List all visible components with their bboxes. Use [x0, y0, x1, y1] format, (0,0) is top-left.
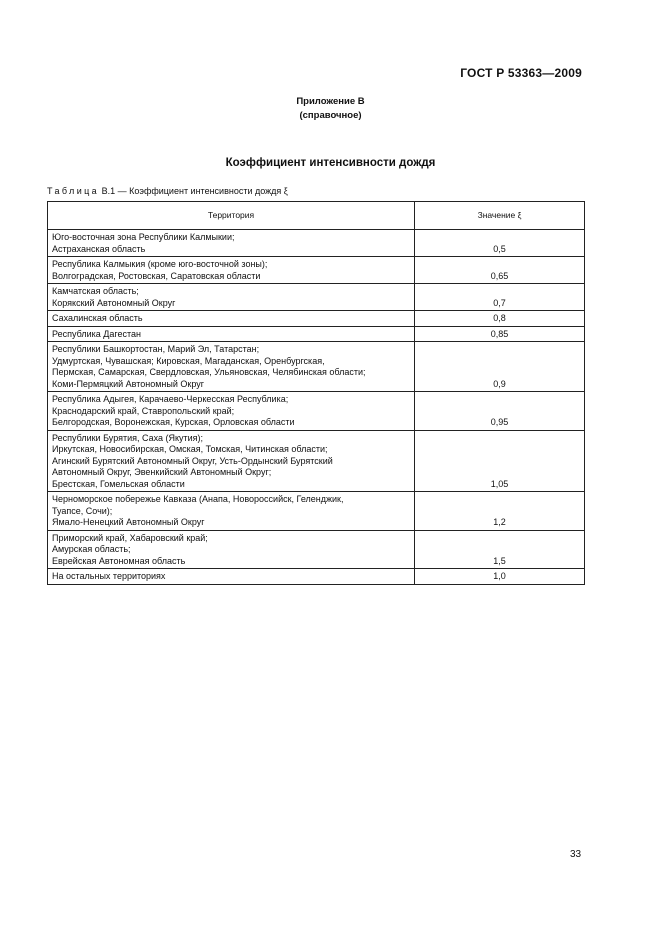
territory-line: Корякский Автономный Округ [52, 297, 176, 308]
territory-line: Волгоградская, Ростовская, Саратовская области [52, 270, 261, 281]
table-body [48, 230, 585, 585]
territory-line: Астраханская область [52, 243, 146, 254]
territory-cell [48, 257, 415, 284]
value-cell: 1,05 [415, 430, 585, 492]
territory-line: Автономный Округ, Эвенкийский Автономный Округ; [52, 467, 272, 477]
value-cell: 0,9 [415, 342, 585, 392]
appendix-label: Приложение В [296, 96, 365, 107]
territory-cell [48, 284, 415, 311]
value-cell: 0,8 [415, 311, 585, 327]
territory-line: Ямало-Ненецкий Автономный Округ [52, 517, 205, 527]
territory-line: Юго-восточная зона Республики Калмыкии; [52, 232, 235, 242]
table-row [48, 311, 585, 327]
territory-cell [48, 492, 415, 531]
territory-line: Республика Дагестан [52, 328, 141, 339]
table-row [48, 326, 585, 342]
table-row [48, 342, 585, 392]
value-cell: 0,85 [415, 326, 585, 342]
table-row [48, 530, 585, 569]
territory-line: Приморский край, Хабаровский край; [52, 532, 208, 543]
territory-line: Коми-Пермяцкий Автономный Округ [52, 378, 205, 389]
territory-cell [48, 392, 415, 431]
territory-cell [48, 569, 415, 585]
table-caption [47, 186, 288, 196]
table-row [48, 284, 585, 311]
table-caption-prefix: Таблица [47, 186, 100, 196]
value-cell: 1,5 [415, 530, 585, 569]
table-row [48, 430, 585, 492]
value-cell: 1,0 [415, 569, 585, 585]
table-row [48, 230, 585, 257]
header-territory: Территория [48, 202, 415, 230]
coefficient-table [47, 201, 585, 585]
territory-cell [48, 230, 415, 257]
appendix-type: (справочное) [299, 110, 362, 121]
territory-line: Пермская, Самарская, Свердловская, Ульяновская, Челябинская области; [52, 367, 366, 377]
value-cell: 0,65 [415, 257, 585, 284]
table-row [48, 257, 585, 284]
territory-line: Республики Башкортостан, Марий Эл, Татарстан; [52, 344, 260, 354]
header-value: Значение ξ [415, 202, 585, 230]
territory-line: Удмуртская, Чувашская; Кировская, Магаданская, Оренбургская, [52, 355, 325, 366]
territory-line: Белгородская, Воронежская, Курская, Орловская области [52, 417, 295, 427]
territory-cell [48, 342, 415, 392]
territory-line: Сахалинская область [52, 313, 143, 323]
territory-cell [48, 430, 415, 492]
table-header-row [48, 202, 585, 230]
territory-line: Республика Адыгея, Карачаево-Черкесская Республика; [52, 394, 289, 404]
territory-cell [48, 530, 415, 569]
territory-line: Черноморское побережье Кавказа (Анапа, Новороссийск, Геленджик, [52, 494, 344, 504]
territory-line: На остальных территориях [52, 571, 166, 581]
value-cell: 0,7 [415, 284, 585, 311]
value-cell: 1,2 [415, 492, 585, 531]
territory-line: Республика Калмыкия (кроме юго-восточной зоны); [52, 259, 268, 269]
territory-line: Туапсе, Сочи); [52, 505, 113, 516]
standard-number: ГОСТ Р 53363—2009 [460, 66, 582, 80]
territory-line: Агинский Бурятский Автономный Округ, Усть-Ордынский Бурятский [52, 455, 333, 466]
section-title: Коэффициент интенсивности дождя [225, 157, 436, 169]
territory-line: Брестская, Гомельская области [52, 478, 185, 489]
appendix-heading [0, 95, 661, 123]
territory-line: Краснодарский край, Ставропольский край; [52, 405, 235, 416]
territory-line: Еврейская Автономная область [52, 555, 186, 566]
table-caption-text: В.1 — Коэффициент интенсивности дождя ξ [99, 186, 288, 196]
page-number: 33 [570, 849, 582, 860]
territory-line: Иркутская, Новосибирская, Омская, Томская, Читинская области; [52, 444, 328, 454]
territory-line: Республики Бурятия, Саха (Якутия); [52, 432, 204, 443]
value-cell: 0,5 [415, 230, 585, 257]
territory-line: Камчатская область; [52, 286, 139, 296]
territory-cell [48, 311, 415, 327]
value-cell: 0,95 [415, 392, 585, 431]
territory-line: Амурская область; [52, 544, 131, 554]
table-row [48, 392, 585, 431]
table-row [48, 492, 585, 531]
territory-cell [48, 326, 415, 342]
table-row [48, 569, 585, 585]
